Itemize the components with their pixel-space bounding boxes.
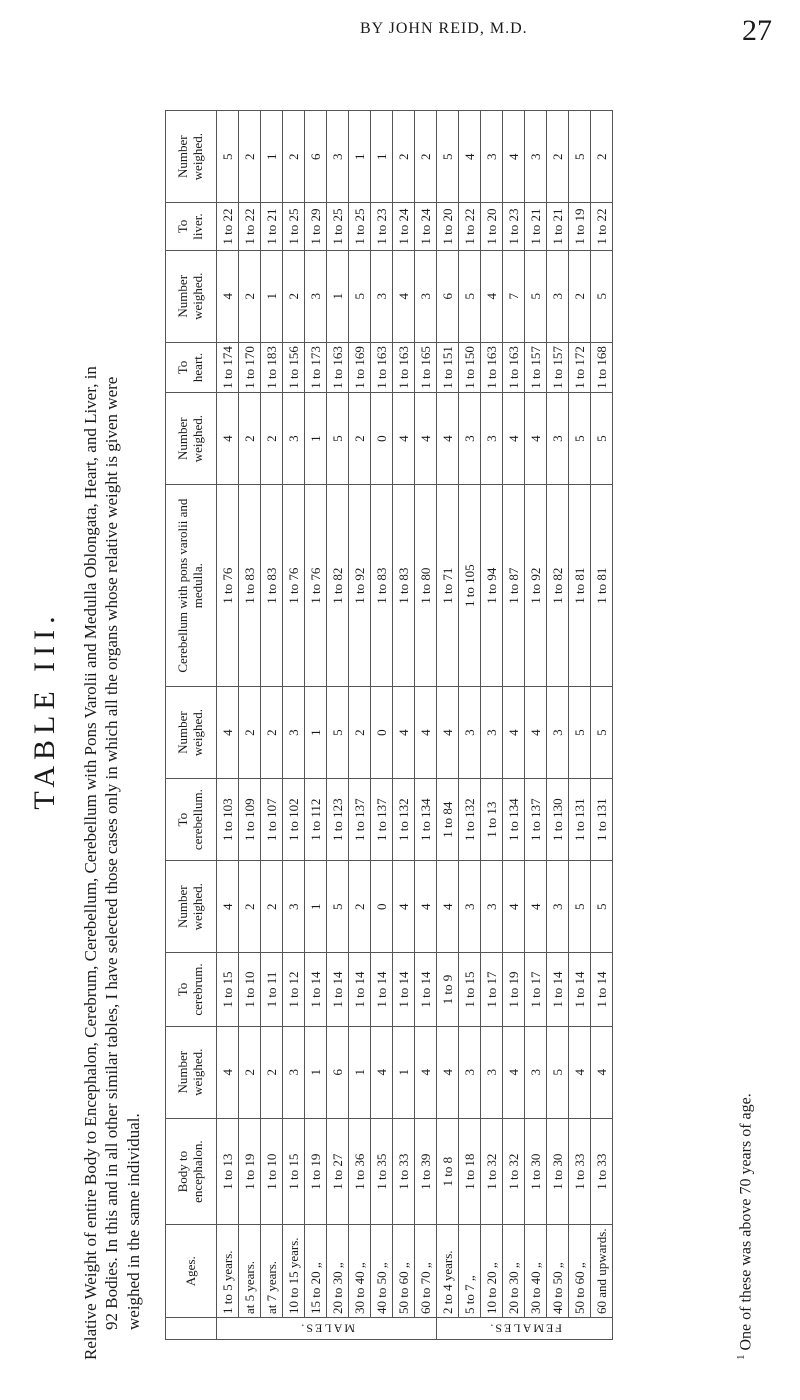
- ratio-cell: 1 to 10: [261, 1118, 283, 1225]
- table-row: [393, 111, 415, 1340]
- ratio-cell: 1 to 13: [481, 779, 503, 861]
- ratio-cell: 1 to 83: [371, 485, 393, 687]
- ratio-cell: 1 to 134: [503, 779, 525, 861]
- count-cell: 4: [217, 1026, 239, 1118]
- ratio-cell: 1 to 11: [261, 953, 283, 1026]
- ratio-cell: 1 to 22: [591, 203, 613, 250]
- count-cell: 1: [305, 393, 327, 485]
- running-head: BY JOHN REID, M.D.: [360, 20, 528, 37]
- ratio-cell: 1 to 130: [547, 779, 569, 861]
- ratio-cell: 1 to 20: [437, 203, 459, 250]
- column-header: Number weighed.: [166, 686, 217, 778]
- count-cell: 4: [437, 1026, 459, 1118]
- count-cell: 2: [261, 393, 283, 485]
- ratio-cell: 1 to 20: [481, 203, 503, 250]
- count-cell: 3: [327, 111, 349, 203]
- count-cell: 5: [217, 111, 239, 203]
- ratio-cell: 1 to 30: [547, 1118, 569, 1225]
- count-cell: 5: [591, 250, 613, 342]
- ratio-cell: 1 to 81: [569, 485, 591, 687]
- ratio-cell: 1 to 25: [349, 203, 371, 250]
- ratio-cell: 1 to 23: [371, 203, 393, 250]
- count-cell: 4: [393, 861, 415, 953]
- count-cell: 1: [305, 861, 327, 953]
- count-cell: 2: [261, 1026, 283, 1118]
- count-cell: 5: [327, 861, 349, 953]
- count-cell: 4: [437, 393, 459, 485]
- age-cell: 50 to 60 „: [393, 1225, 415, 1318]
- ratio-cell: 1 to 33: [393, 1118, 415, 1225]
- age-cell: 30 to 40 „: [525, 1225, 547, 1318]
- count-cell: 6: [437, 250, 459, 342]
- ratio-cell: 1 to 134: [415, 779, 437, 861]
- count-cell: 1: [349, 111, 371, 203]
- ratio-cell: 1 to 30: [525, 1118, 547, 1225]
- ratio-cell: 1 to 150: [459, 342, 481, 392]
- table-row: [569, 111, 591, 1340]
- ratio-cell: 1 to 14: [547, 953, 569, 1026]
- age-cell: at 5 years.: [239, 1225, 261, 1318]
- ratio-cell: 1 to 157: [547, 342, 569, 392]
- ratio-cell: 1 to 14: [305, 953, 327, 1026]
- count-cell: 5: [349, 250, 371, 342]
- column-header: To cerebellum.: [166, 779, 217, 861]
- count-cell: 4: [503, 861, 525, 953]
- table-caption: [80, 60, 144, 1360]
- count-cell: 4: [481, 250, 503, 342]
- ratio-cell: 1 to 21: [547, 203, 569, 250]
- count-cell: 5: [547, 1026, 569, 1118]
- count-cell: 3: [481, 861, 503, 953]
- ratio-cell: 1 to 24: [393, 203, 415, 250]
- count-cell: 4: [393, 250, 415, 342]
- ratio-cell: 1 to 17: [481, 953, 503, 1026]
- ratio-cell: 1 to 32: [503, 1118, 525, 1225]
- count-cell: 3: [547, 861, 569, 953]
- ratio-cell: 1 to 83: [239, 485, 261, 687]
- count-cell: 3: [283, 686, 305, 778]
- ratio-cell: 1 to 107: [261, 779, 283, 861]
- count-cell: 5: [569, 861, 591, 953]
- count-cell: 5: [591, 861, 613, 953]
- ratio-cell: 1 to 109: [239, 779, 261, 861]
- age-cell: 2 to 4 years.: [437, 1225, 459, 1318]
- ratio-cell: 1 to 15: [217, 953, 239, 1026]
- count-cell: 4: [415, 393, 437, 485]
- age-cell: 40 to 50 „: [371, 1225, 393, 1318]
- table-row: [525, 111, 547, 1340]
- column-header: To heart.: [166, 342, 217, 392]
- ratio-cell: 1 to 18: [459, 1118, 481, 1225]
- age-cell: 40 to 50 „: [547, 1225, 569, 1318]
- ratio-cell: 1 to 123: [327, 779, 349, 861]
- count-cell: 3: [459, 686, 481, 778]
- ratio-cell: 1 to 163: [327, 342, 349, 392]
- count-cell: 3: [305, 250, 327, 342]
- caption-line-2: 92 Bodies. In this and in all other similar tables, I have selected those cases only in which all the organs whose relative weight is given were: [102, 376, 122, 1330]
- ratio-cell: 1 to 14: [569, 953, 591, 1026]
- ratio-cell: 1 to 172: [569, 342, 591, 392]
- ratio-cell: 1 to 168: [591, 342, 613, 392]
- ratio-cell: 1 to 13: [217, 1118, 239, 1225]
- count-cell: 2: [415, 111, 437, 203]
- column-header: Number weighed.: [166, 1026, 217, 1118]
- count-cell: 3: [283, 1026, 305, 1118]
- ratio-cell: 1 to 137: [525, 779, 547, 861]
- ratio-cell: 1 to 25: [283, 203, 305, 250]
- ratio-cell: 1 to 94: [481, 485, 503, 687]
- table-title: TABLE III.: [28, 610, 61, 810]
- count-cell: 2: [239, 1026, 261, 1118]
- count-cell: 4: [415, 1026, 437, 1118]
- count-cell: 4: [459, 111, 481, 203]
- column-header: Number weighed.: [166, 393, 217, 485]
- ratio-cell: 1 to 27: [327, 1118, 349, 1225]
- table-row: [371, 111, 393, 1340]
- count-cell: 4: [503, 686, 525, 778]
- ratio-cell: 1 to 35: [371, 1118, 393, 1225]
- ratio-cell: 1 to 29: [305, 203, 327, 250]
- ratio-cell: 1 to 82: [327, 485, 349, 687]
- footnote-mark: 1: [735, 1354, 747, 1360]
- ratio-cell: 1 to 9: [437, 953, 459, 1026]
- count-cell: 5: [437, 111, 459, 203]
- table-row: [481, 111, 503, 1340]
- table-row: [415, 111, 437, 1340]
- ratio-cell: 1 to 14: [349, 953, 371, 1026]
- ratio-cell: 1 to 131: [591, 779, 613, 861]
- count-cell: 2: [283, 250, 305, 342]
- page-number: 27: [742, 14, 772, 47]
- count-cell: 5: [591, 393, 613, 485]
- table-row: [437, 111, 459, 1340]
- column-header: To liver.: [166, 203, 217, 250]
- count-cell: 1: [327, 250, 349, 342]
- caption-line-3: weighed in the same individual.: [123, 1113, 143, 1330]
- ratio-cell: 1 to 8: [437, 1118, 459, 1225]
- count-cell: 3: [481, 111, 503, 203]
- table-row: [261, 111, 283, 1340]
- age-cell: 1 to 5 years.: [217, 1225, 239, 1318]
- count-cell: 4: [217, 250, 239, 342]
- ratio-cell: 1 to 33: [569, 1118, 591, 1225]
- count-cell: 2: [349, 686, 371, 778]
- ratio-cell: 1 to 157: [525, 342, 547, 392]
- count-cell: 4: [525, 686, 547, 778]
- count-cell: 0: [371, 393, 393, 485]
- table-row: [503, 111, 525, 1340]
- ratio-cell: 1 to 183: [261, 342, 283, 392]
- count-cell: 1: [393, 1026, 415, 1118]
- count-cell: 4: [415, 686, 437, 778]
- ratio-cell: 1 to 112: [305, 779, 327, 861]
- count-cell: 4: [503, 393, 525, 485]
- count-cell: 3: [459, 861, 481, 953]
- ratio-cell: 1 to 102: [283, 779, 305, 861]
- ratio-cell: 1 to 92: [349, 485, 371, 687]
- ratio-cell: 1 to 174: [217, 342, 239, 392]
- ratio-cell: 1 to 169: [349, 342, 371, 392]
- ratio-cell: 1 to 14: [591, 953, 613, 1026]
- count-cell: 2: [569, 250, 591, 342]
- ratio-cell: 1 to 23: [503, 203, 525, 250]
- ratio-cell: 1 to 32: [481, 1118, 503, 1225]
- ratio-cell: 1 to 21: [525, 203, 547, 250]
- ratio-cell: 1 to 19: [239, 1118, 261, 1225]
- ratio-cell: 1 to 12: [283, 953, 305, 1026]
- count-cell: 5: [327, 393, 349, 485]
- ratio-cell: 1 to 132: [459, 779, 481, 861]
- age-cell: 50 to 60 „: [569, 1225, 591, 1318]
- count-cell: 2: [547, 111, 569, 203]
- count-cell: 5: [569, 393, 591, 485]
- table-row: [459, 111, 481, 1340]
- count-cell: 1: [305, 1026, 327, 1118]
- ratio-cell: 1 to 22: [459, 203, 481, 250]
- age-cell: 20 to 30 „: [327, 1225, 349, 1318]
- count-cell: 0: [371, 861, 393, 953]
- count-cell: 1: [305, 686, 327, 778]
- count-cell: 2: [349, 861, 371, 953]
- footnote: [735, 1093, 755, 1360]
- ratio-cell: 1 to 103: [217, 779, 239, 861]
- ratio-cell: 1 to 82: [547, 485, 569, 687]
- ratio-cell: 1 to 14: [415, 953, 437, 1026]
- count-cell: 4: [525, 393, 547, 485]
- age-cell: at 7 years.: [261, 1225, 283, 1318]
- count-cell: 4: [437, 861, 459, 953]
- count-cell: 5: [459, 250, 481, 342]
- count-cell: 3: [415, 250, 437, 342]
- count-cell: 3: [283, 393, 305, 485]
- count-cell: 5: [591, 686, 613, 778]
- count-cell: 4: [503, 111, 525, 203]
- count-cell: 4: [437, 686, 459, 778]
- age-cell: 30 to 40 „: [349, 1225, 371, 1318]
- count-cell: 4: [217, 393, 239, 485]
- count-cell: 3: [525, 111, 547, 203]
- ratio-cell: 1 to 22: [217, 203, 239, 250]
- column-header: Body to encephalon.: [166, 1118, 217, 1225]
- ratio-cell: 1 to 173: [305, 342, 327, 392]
- ratio-cell: 1 to 131: [569, 779, 591, 861]
- count-cell: 1: [371, 111, 393, 203]
- count-cell: 2: [261, 861, 283, 953]
- rotated-page-content: [20, 20, 780, 1380]
- count-cell: 5: [327, 686, 349, 778]
- count-cell: 3: [459, 393, 481, 485]
- count-cell: 3: [525, 1026, 547, 1118]
- ratio-cell: 1 to 137: [349, 779, 371, 861]
- count-cell: 3: [547, 686, 569, 778]
- ratio-cell: 1 to 14: [393, 953, 415, 1026]
- count-cell: 4: [393, 393, 415, 485]
- ratio-cell: 1 to 163: [481, 342, 503, 392]
- table-row: [349, 111, 371, 1340]
- count-cell: 3: [481, 393, 503, 485]
- count-cell: 3: [283, 861, 305, 953]
- table-row: [305, 111, 327, 1340]
- table-body: [217, 111, 613, 1340]
- column-header: Number weighed.: [166, 250, 217, 342]
- count-cell: 0: [371, 686, 393, 778]
- count-cell: 2: [239, 686, 261, 778]
- ratio-cell: 1 to 105: [459, 485, 481, 687]
- ratio-cell: 1 to 132: [393, 779, 415, 861]
- ratio-cell: 1 to 76: [217, 485, 239, 687]
- weights-table: [165, 110, 613, 1340]
- ratio-cell: 1 to 81: [591, 485, 613, 687]
- table-row: [547, 111, 569, 1340]
- table-row: [327, 111, 349, 1340]
- ratio-cell: 1 to 17: [525, 953, 547, 1026]
- age-cell: 10 to 15 years.: [283, 1225, 305, 1318]
- ratio-cell: 1 to 24: [415, 203, 437, 250]
- age-cell: 10 to 20 „: [481, 1225, 503, 1318]
- ratio-cell: 1 to 83: [261, 485, 283, 687]
- ratio-cell: 1 to 25: [327, 203, 349, 250]
- count-cell: 2: [349, 393, 371, 485]
- count-cell: 2: [239, 393, 261, 485]
- count-cell: 3: [547, 393, 569, 485]
- table-row: [239, 111, 261, 1340]
- column-header: Number weighed.: [166, 111, 217, 203]
- ratio-cell: 1 to 163: [393, 342, 415, 392]
- count-cell: 3: [459, 1026, 481, 1118]
- age-cell: 60 and upwards.: [591, 1225, 613, 1318]
- count-cell: 4: [371, 1026, 393, 1118]
- count-cell: 2: [393, 111, 415, 203]
- count-cell: 4: [591, 1026, 613, 1118]
- ratio-cell: 1 to 84: [437, 779, 459, 861]
- ratio-cell: 1 to 87: [503, 485, 525, 687]
- count-cell: 5: [525, 250, 547, 342]
- header-row: [166, 111, 217, 1340]
- count-cell: 7: [503, 250, 525, 342]
- ratio-cell: 1 to 19: [305, 1118, 327, 1225]
- ratio-cell: 1 to 19: [503, 953, 525, 1026]
- ratio-cell: 1 to 15: [283, 1118, 305, 1225]
- count-cell: 1: [261, 111, 283, 203]
- sex-group-label: MALES.: [217, 1318, 437, 1340]
- count-cell: 2: [239, 250, 261, 342]
- ratio-cell: 1 to 92: [525, 485, 547, 687]
- caption-line-1: Relative Weight of entire Body to Encephalon, Cerebrum, Cerebellum, Cerebellum with Pons Varolii and Medulla Oblongata, Heart, and Liver, in: [81, 366, 100, 1360]
- column-header: Cerebellum with pons varolii and medulla.: [166, 485, 217, 687]
- count-cell: 1: [261, 250, 283, 342]
- count-cell: 3: [371, 250, 393, 342]
- ratio-cell: 1 to 83: [393, 485, 415, 687]
- count-cell: 4: [525, 861, 547, 953]
- column-header: Ages.: [166, 1225, 217, 1318]
- count-cell: 2: [283, 111, 305, 203]
- table-row: [217, 111, 239, 1340]
- age-cell: 60 to 70 „: [415, 1225, 437, 1318]
- ratio-cell: 1 to 36: [349, 1118, 371, 1225]
- ratio-cell: 1 to 14: [371, 953, 393, 1026]
- count-cell: 4: [217, 861, 239, 953]
- ratio-cell: 1 to 22: [239, 203, 261, 250]
- ratio-cell: 1 to 14: [327, 953, 349, 1026]
- count-cell: 2: [239, 861, 261, 953]
- ratio-cell: 1 to 21: [261, 203, 283, 250]
- count-cell: 4: [217, 686, 239, 778]
- count-cell: 4: [503, 1026, 525, 1118]
- count-cell: 4: [415, 861, 437, 953]
- column-header: To cerebrum.: [166, 953, 217, 1026]
- ratio-cell: 1 to 19: [569, 203, 591, 250]
- ratio-cell: 1 to 165: [415, 342, 437, 392]
- ratio-cell: 1 to 170: [239, 342, 261, 392]
- column-header: Number weighed.: [166, 861, 217, 953]
- count-cell: 3: [547, 250, 569, 342]
- ratio-cell: 1 to 15: [459, 953, 481, 1026]
- count-cell: 2: [261, 686, 283, 778]
- ratio-cell: 1 to 163: [371, 342, 393, 392]
- count-cell: 3: [481, 686, 503, 778]
- ratio-cell: 1 to 137: [371, 779, 393, 861]
- count-cell: 5: [569, 686, 591, 778]
- column-header: [166, 1318, 217, 1340]
- count-cell: 5: [569, 111, 591, 203]
- count-cell: 2: [239, 111, 261, 203]
- ratio-cell: 1 to 10: [239, 953, 261, 1026]
- count-cell: 4: [569, 1026, 591, 1118]
- age-cell: 15 to 20 „: [305, 1225, 327, 1318]
- count-cell: 6: [327, 1026, 349, 1118]
- ratio-cell: 1 to 39: [415, 1118, 437, 1225]
- count-cell: 3: [481, 1026, 503, 1118]
- sex-group-label: FEMALES.: [437, 1318, 613, 1340]
- ratio-cell: 1 to 151: [437, 342, 459, 392]
- ratio-cell: 1 to 163: [503, 342, 525, 392]
- ratio-cell: 1 to 156: [283, 342, 305, 392]
- ratio-cell: 1 to 33: [591, 1118, 613, 1225]
- age-cell: 20 to 30 „: [503, 1225, 525, 1318]
- count-cell: 4: [393, 686, 415, 778]
- count-cell: 6: [305, 111, 327, 203]
- footnote-text: One of these was above 70 years of age.: [737, 1093, 755, 1351]
- ratio-cell: 1 to 76: [283, 485, 305, 687]
- table-row: [591, 111, 613, 1340]
- ratio-cell: 1 to 76: [305, 485, 327, 687]
- ratio-cell: 1 to 71: [437, 485, 459, 687]
- ratio-cell: 1 to 80: [415, 485, 437, 687]
- table-row: [283, 111, 305, 1340]
- count-cell: 2: [591, 111, 613, 203]
- count-cell: 1: [349, 1026, 371, 1118]
- age-cell: 5 to 7 „: [459, 1225, 481, 1318]
